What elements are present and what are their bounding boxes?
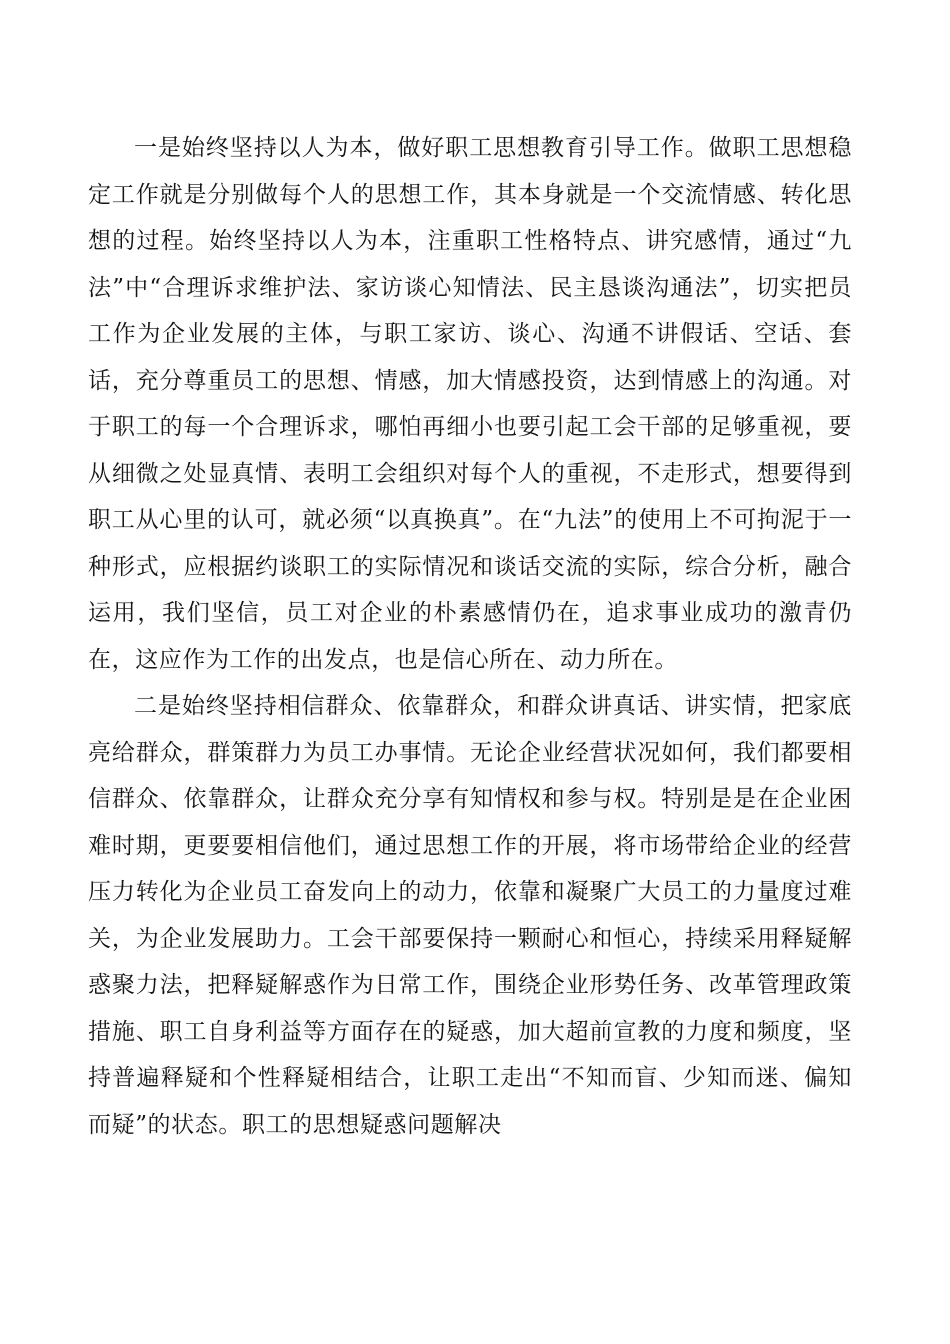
- document-body: [88, 125, 852, 1148]
- paragraph-1: 一是始终坚持以人为本，做好职工思想教育引导工作。做职工思想稳定工作就是分别做每个人的思想工作，其本身就是一个交流情感、转化思想的过程。始终坚持以人为本，注重职工性格特点、讲究感情，通过“九法”中“合理诉求维护法、家访谈心知情法、民主恳谈沟通法”，切实把员工作为企业发展的主体，与职工家访、谈心、沟通不讲假话、空话、套话，充分尊重员工的思想、情感，加大情感投资，达到情感上的沟通。对于职工的每一个合理诉求，哪怕再细小也要引起工会干部的足够重视，要从细微之处显真情、表明工会组织对每个人的重视，不走形式，想要得到职工从心里的认可，就必须“以真换真”。在“九法”的使用上不可拘泥于一种形式，应根据约谈职工的实际情况和谈话交流的实际，综合分析，融合运用，我们坚信，员工对企业的朴素感情仍在，追求事业成功的激青仍在，这应作为工作的出发点，也是信心所在、动力所在。: [88, 135, 852, 673]
- paragraph-2: 二是始终坚持相信群众、依靠群众，和群众讲真话、讲实情，把家底亮给群众，群策群力为员工办事情。无论企业经营状况如何，我们都要相信群众、依靠群众，让群众充分享有知情权和参与权。特别是是在企业困难时期，更要要相信他们，通过思想工作的开展，将市场带给企业的经营压力转化为企业员工奋发向上的动力，依靠和凝聚广大员工的力量度过难关，为企业发展助力。工会干部要保持一颗耐心和恒心，持续采用释疑解惑聚力法，把释疑解惑作为日常工作，围绕企业形势任务、改革管理政策措施、职工自身利益等方面存在的疑惑，加大超前宣教的力度和频度，坚持普遍释疑和个性释疑相结合，让职工走出“不知而盲、少知而迷、偏知而疑”的状态。职工的思想疑惑问题解决: [88, 693, 852, 1138]
